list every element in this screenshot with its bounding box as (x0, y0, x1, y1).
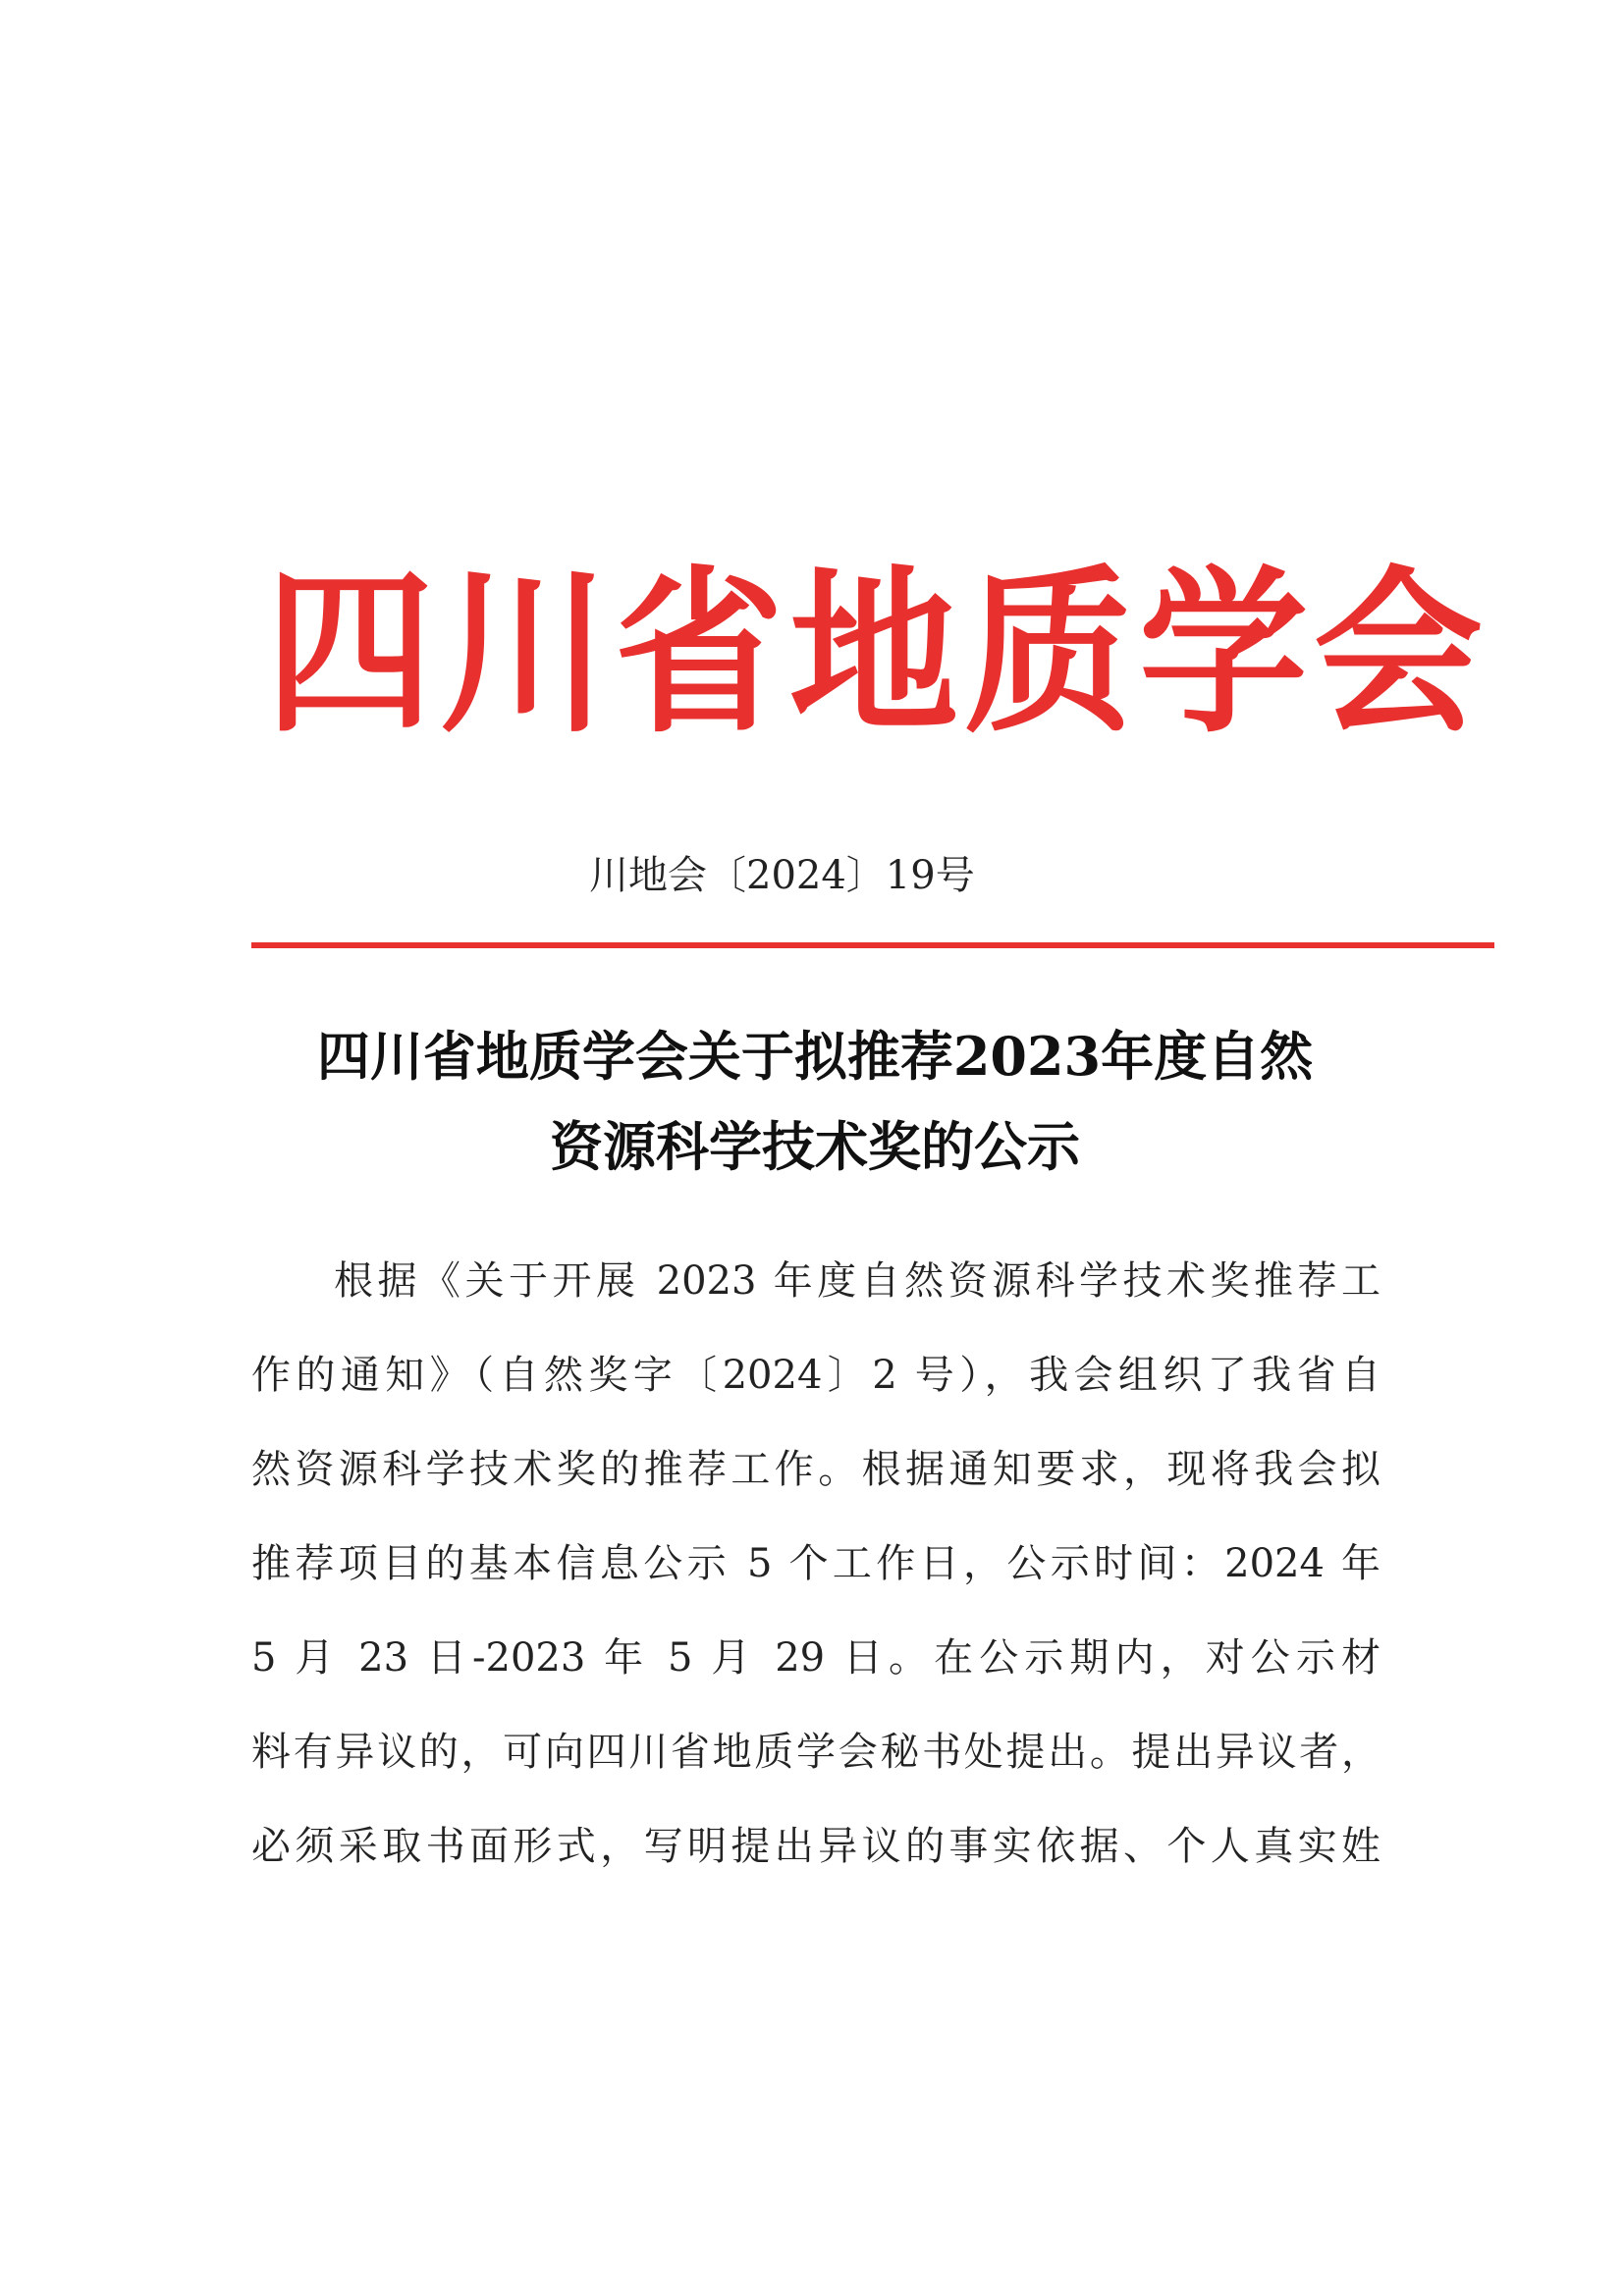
body-line: 必须采取书面形式，写明提出异议的事实依据、个人真实姓 (251, 1824, 1380, 1869)
red-divider (251, 942, 1494, 948)
org-name-header: 四川省地质学会 (265, 547, 1489, 758)
title-line: 四川省地质学会关于拟推荐2023年度自然 (316, 1025, 1314, 1088)
body-line: 然资源科学技术奖的推荐工作。根据通知要求，现将我会拟 (251, 1447, 1380, 1492)
title-line: 资源科学技术奖的公示 (550, 1115, 1080, 1178)
body-line: 根据《关于开展 2023 年度自然资源科学技术奖推荐工 (334, 1258, 1380, 1304)
body-line: 料有异议的，可向四川省地质学会秘书处提出。提出异议者， (251, 1730, 1380, 1775)
body-paragraph (251, 1234, 1380, 1894)
body-line: 5 月 23 日-2023 年 5 月 29 日。在公示期内，对公示材 (251, 1635, 1380, 1681)
document-title (245, 1011, 1384, 1192)
document-number: 川地会〔2024〕19号 (589, 853, 975, 898)
body-line: 作的通知》（自然奖字〔2024〕2 号），我会组织了我省自 (251, 1353, 1380, 1398)
body-line: 推荐项目的基本信息公示 5 个工作日，公示时间：2024 年 (251, 1541, 1380, 1586)
